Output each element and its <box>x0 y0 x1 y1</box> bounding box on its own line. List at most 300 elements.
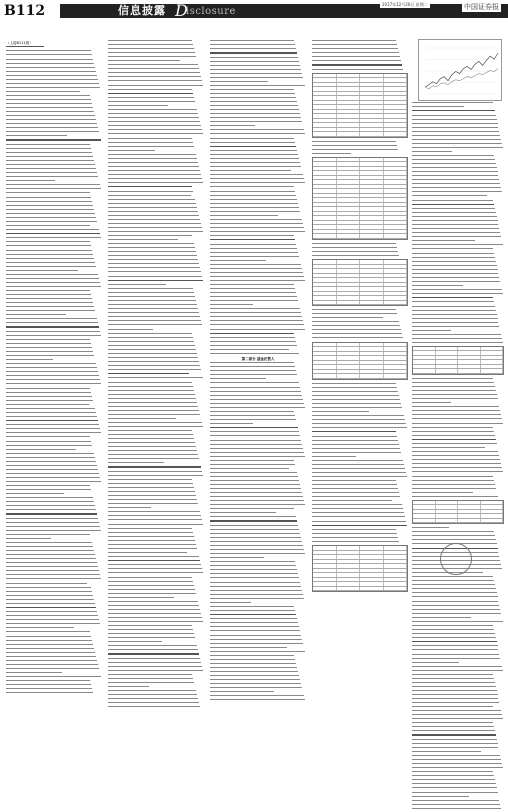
table-cell <box>337 203 361 207</box>
table-cell <box>384 578 408 582</box>
text-line <box>210 582 300 583</box>
table-cell <box>313 167 337 171</box>
text-line <box>108 515 201 516</box>
text-line <box>108 85 203 86</box>
text-line <box>108 398 196 399</box>
text-line <box>108 377 203 378</box>
text-line <box>412 273 498 274</box>
data-table <box>312 73 408 138</box>
text-line <box>210 61 299 62</box>
table-cell <box>313 274 337 278</box>
text-line <box>412 306 495 307</box>
series-line-1 <box>425 68 498 88</box>
text-line <box>312 521 406 522</box>
table-cell <box>313 96 337 100</box>
column-4 <box>312 40 408 595</box>
text-line <box>210 691 274 692</box>
text-line <box>6 404 89 405</box>
table-cell <box>313 171 337 175</box>
text-line <box>108 702 199 703</box>
text-line <box>312 153 351 154</box>
text-line <box>412 792 498 793</box>
text-line <box>108 182 203 183</box>
table-cell <box>360 301 384 305</box>
text-line <box>6 392 91 393</box>
text-line <box>108 528 192 529</box>
text-line <box>6 335 101 336</box>
text-line <box>210 476 298 477</box>
text-line <box>108 60 180 61</box>
table-cell <box>384 78 408 82</box>
text-line <box>108 170 200 171</box>
text-line <box>108 138 192 139</box>
text-line <box>412 492 473 493</box>
table-cell <box>337 167 361 171</box>
text-line <box>108 422 202 423</box>
table-cell <box>337 128 361 132</box>
text-line <box>6 343 91 344</box>
table-cell <box>360 361 384 365</box>
text-line <box>108 462 164 463</box>
table-cell <box>313 287 337 291</box>
text-line <box>108 296 195 297</box>
text-line <box>6 640 92 641</box>
text-line <box>6 457 95 458</box>
table-cell <box>384 198 408 202</box>
table-cell <box>458 519 481 523</box>
text-line <box>412 115 496 116</box>
table-cell <box>337 198 361 202</box>
table-cell <box>337 578 361 582</box>
text-line <box>412 102 493 103</box>
text-line <box>412 730 495 731</box>
text-line <box>108 597 174 598</box>
text-line <box>210 345 297 346</box>
table-cell <box>384 551 408 555</box>
text-line <box>108 548 197 549</box>
text-line <box>210 468 289 469</box>
text-line <box>108 524 203 525</box>
text-line <box>412 459 500 460</box>
text-line <box>6 87 100 88</box>
text-line <box>412 654 499 655</box>
text-line <box>412 496 498 497</box>
text-line <box>108 251 196 252</box>
text-line <box>108 641 162 642</box>
text-line <box>210 207 299 208</box>
table-cell <box>313 578 337 582</box>
text-line <box>6 225 90 226</box>
text-line <box>412 580 494 581</box>
text-line <box>312 387 397 388</box>
text-line <box>210 121 302 122</box>
text-line <box>412 576 493 577</box>
table-cell <box>360 365 384 369</box>
table-cell <box>337 564 361 568</box>
text-line <box>412 706 493 707</box>
text-line <box>312 431 396 432</box>
text-line <box>210 374 297 375</box>
table-cell <box>384 365 408 369</box>
text-line <box>6 99 91 100</box>
text-line <box>412 527 449 528</box>
table-cell <box>360 287 384 291</box>
text-line <box>210 391 301 392</box>
chart-svg <box>419 40 501 100</box>
text-line <box>210 456 305 457</box>
text-line <box>6 351 93 352</box>
text-line <box>210 77 303 78</box>
table-cell <box>384 221 408 225</box>
text-line <box>312 407 402 408</box>
text-line <box>6 131 99 132</box>
text-line <box>312 468 405 469</box>
table-cell <box>313 352 337 356</box>
text-line <box>108 438 194 439</box>
text-line <box>6 318 97 319</box>
table-cell <box>360 176 384 180</box>
text-lines <box>412 378 504 497</box>
text-line <box>210 93 295 94</box>
text-line <box>412 228 499 229</box>
text-line <box>108 471 202 472</box>
text-line <box>108 613 201 614</box>
text-line <box>312 313 397 314</box>
text-line <box>108 418 176 419</box>
text-line <box>108 56 196 57</box>
text-line <box>6 274 98 275</box>
text-line <box>6 481 101 482</box>
text-line <box>312 436 397 437</box>
text-line <box>412 588 496 589</box>
table-cell <box>337 352 361 356</box>
table-cell <box>360 356 384 360</box>
text-line <box>210 162 300 163</box>
table-cell <box>360 578 384 582</box>
text-line <box>210 525 298 526</box>
text-line <box>312 329 401 330</box>
table-cell <box>313 212 337 216</box>
table-cell <box>337 158 361 162</box>
text-line <box>210 395 302 396</box>
text-line <box>210 667 297 668</box>
table-cell <box>313 185 337 189</box>
text-line <box>6 513 97 514</box>
text-line <box>6 209 94 210</box>
text-line <box>108 373 189 374</box>
text-line <box>312 529 396 530</box>
table-row <box>413 519 503 524</box>
column-2 <box>108 40 204 710</box>
text-line <box>108 44 193 45</box>
text-line <box>6 79 98 80</box>
text-lines <box>312 309 408 338</box>
text-line <box>108 406 198 407</box>
text-line <box>412 621 503 622</box>
newspaper-name: 中国证券报 <box>464 3 499 11</box>
text-line <box>210 460 294 461</box>
text-line <box>412 690 497 691</box>
text-line <box>6 245 91 246</box>
table-cell <box>313 230 337 234</box>
text-line <box>108 76 201 77</box>
text-line <box>210 569 297 570</box>
table-cell <box>313 128 337 132</box>
table-cell <box>458 369 481 373</box>
text-line <box>108 678 193 679</box>
table-cell <box>481 505 504 509</box>
text-line <box>6 229 99 230</box>
text-line <box>412 204 494 205</box>
table-cell <box>360 74 384 78</box>
table-cell <box>337 87 361 91</box>
text-line <box>312 399 400 400</box>
text-line <box>6 123 97 124</box>
text-line <box>412 427 493 428</box>
text-line <box>312 496 400 497</box>
text-line <box>108 89 192 90</box>
text-line <box>312 317 383 318</box>
table-cell <box>384 278 408 282</box>
text-line <box>108 247 195 248</box>
text-line <box>412 261 496 262</box>
text-line <box>412 670 503 671</box>
text-line <box>412 163 496 164</box>
table-cell <box>436 369 459 373</box>
text-line <box>108 239 178 240</box>
table-cell <box>337 551 361 555</box>
text-line <box>6 314 66 315</box>
text-line <box>312 247 397 248</box>
table-cell <box>337 569 361 573</box>
table-cell <box>337 74 361 78</box>
table-cell <box>360 158 384 162</box>
text-line <box>6 607 96 608</box>
text-line <box>6 237 101 238</box>
text-line <box>6 611 97 612</box>
text-line <box>6 83 99 84</box>
text-line <box>108 186 192 187</box>
table-cell <box>384 555 408 559</box>
text-line <box>312 508 403 509</box>
table-cell <box>313 269 337 273</box>
text-line <box>412 649 498 650</box>
text-line <box>108 320 201 321</box>
text-line <box>312 40 396 41</box>
text-line <box>412 726 494 727</box>
text-line <box>210 288 295 289</box>
text-line <box>412 633 495 634</box>
text-line <box>210 448 303 449</box>
table-cell <box>384 564 408 568</box>
text-line <box>6 383 101 384</box>
text-line <box>210 182 305 183</box>
text-line <box>6 197 91 198</box>
text-line <box>412 310 496 311</box>
text-line <box>108 288 193 289</box>
text-line <box>210 537 301 538</box>
text-line <box>210 227 304 228</box>
text-line <box>108 369 201 370</box>
table-cell <box>481 356 504 360</box>
text-line <box>6 107 93 108</box>
table-cell <box>337 105 361 109</box>
text-line <box>312 325 400 326</box>
table-cell <box>436 501 459 505</box>
text-line <box>210 81 268 82</box>
text-line <box>412 334 501 335</box>
text-line <box>6 67 95 68</box>
table-cell <box>337 361 361 365</box>
text-line <box>108 105 168 106</box>
text-line <box>108 219 200 220</box>
text-line <box>6 176 98 177</box>
text-lines <box>108 40 204 707</box>
section-title-en: isclosure <box>186 6 236 17</box>
text-line <box>412 289 502 290</box>
table-cell <box>313 573 337 577</box>
table-cell <box>337 374 361 378</box>
table-cell <box>360 198 384 202</box>
text-line <box>6 664 98 665</box>
text-line <box>210 223 303 224</box>
text-line <box>108 390 194 391</box>
text-line <box>412 220 498 221</box>
text-line <box>312 423 406 424</box>
text-line <box>108 312 199 313</box>
table-cell <box>481 501 504 505</box>
page-header <box>0 0 508 22</box>
text-line <box>210 97 296 98</box>
text-line <box>210 500 304 501</box>
text-line <box>108 280 203 281</box>
text-line <box>412 488 496 489</box>
text-line <box>6 489 91 490</box>
table-cell <box>360 569 384 573</box>
text-line <box>108 72 200 73</box>
text-line <box>210 440 301 441</box>
text-line <box>6 233 100 234</box>
text-line <box>312 533 397 534</box>
text-line <box>412 718 503 719</box>
table-cell <box>360 180 384 184</box>
text-line <box>312 255 399 256</box>
text-line <box>210 480 299 481</box>
table-cell <box>313 180 337 184</box>
table-row <box>313 587 407 592</box>
table-cell <box>413 351 436 355</box>
text-line <box>210 643 303 644</box>
text-line <box>108 263 199 264</box>
table-cell <box>384 343 408 347</box>
text-line <box>6 217 96 218</box>
text-line <box>108 466 201 467</box>
text-line <box>6 111 94 112</box>
table-cell <box>337 83 361 87</box>
text-line <box>6 359 53 360</box>
text-line <box>108 410 199 411</box>
table-cell <box>313 78 337 82</box>
text-line <box>412 531 494 532</box>
text-line <box>210 203 298 204</box>
table-cell <box>458 505 481 509</box>
text-line <box>6 63 94 64</box>
table-cell <box>313 123 337 127</box>
text-line <box>312 452 401 453</box>
text-line <box>412 139 501 140</box>
text-line <box>210 444 302 445</box>
table-cell <box>313 158 337 162</box>
text-line <box>6 144 90 145</box>
text-line <box>412 686 496 687</box>
text-line <box>210 423 253 424</box>
table-cell <box>384 83 408 87</box>
table-cell <box>360 347 384 351</box>
table-cell <box>384 546 408 550</box>
table-cell <box>481 519 504 523</box>
text-line <box>412 714 502 715</box>
text-line <box>6 156 93 157</box>
text-line <box>312 52 399 53</box>
table-cell <box>360 278 384 282</box>
text-line <box>6 424 99 425</box>
text-line <box>412 147 503 148</box>
table-cell <box>436 365 459 369</box>
text-line <box>210 541 302 542</box>
text-line <box>412 418 502 419</box>
text-line <box>108 243 194 244</box>
text-lines <box>210 362 306 700</box>
page-number: B112 <box>0 0 60 22</box>
table-cell <box>360 274 384 278</box>
text-line <box>108 674 192 675</box>
text-line <box>210 85 305 86</box>
text-line <box>412 106 464 107</box>
table-cell <box>313 564 337 568</box>
text-line <box>210 419 296 420</box>
table-cell <box>384 283 408 287</box>
table-cell <box>360 105 384 109</box>
table-cell <box>436 514 459 518</box>
table-cell <box>313 292 337 296</box>
table-cell <box>360 260 384 264</box>
table-cell <box>337 119 361 123</box>
column-1 <box>6 40 102 696</box>
text-line <box>412 265 497 266</box>
text-line <box>412 216 497 217</box>
text-line <box>108 454 198 455</box>
text-line <box>108 532 193 533</box>
text-line <box>108 581 193 582</box>
table-cell <box>337 230 361 234</box>
text-line <box>210 362 294 363</box>
table-cell <box>384 185 408 189</box>
text-line <box>6 310 95 311</box>
text-line <box>108 80 202 81</box>
text-line <box>210 276 304 277</box>
text-line <box>412 658 500 659</box>
text-line <box>6 363 96 364</box>
table-cell <box>337 171 361 175</box>
table-cell <box>384 269 408 273</box>
text-line <box>6 509 96 510</box>
text-line <box>6 258 94 259</box>
text-line <box>6 465 97 466</box>
text-line <box>412 451 498 452</box>
text-line <box>6 339 90 340</box>
table-cell <box>337 207 361 211</box>
text-line <box>412 183 500 184</box>
